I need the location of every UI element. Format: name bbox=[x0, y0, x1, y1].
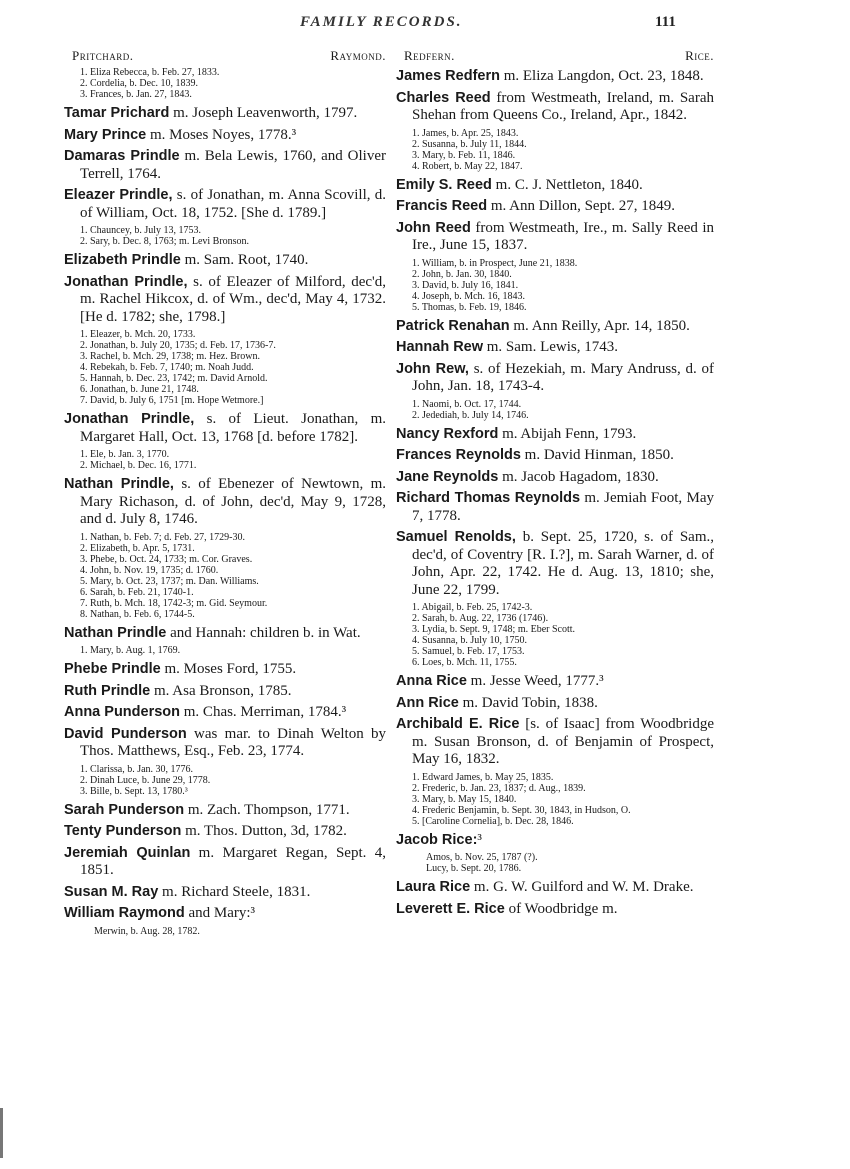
person-name: John Reed bbox=[396, 219, 471, 236]
person-name: Jane Reynolds bbox=[396, 468, 499, 485]
record-entry bbox=[64, 476, 386, 529]
record-text: m. C. J. Nettleton, 1840. bbox=[491, 176, 643, 193]
record-text: m. Jacob Hagadom, 1830. bbox=[498, 468, 659, 485]
record-text: m. Jemiah Foot, May 7, 1778. bbox=[412, 490, 714, 524]
person-name: Sarah Punderson bbox=[64, 801, 185, 818]
child-item: 3. Mary, b. Feb. 11, 1846. bbox=[412, 149, 516, 161]
record-entry bbox=[396, 879, 714, 897]
record-text: m. Ann Dillon, Sept. 27, 1849. bbox=[487, 198, 676, 214]
record-text: m. Margaret Regan, Sept. 4, 1851. bbox=[80, 844, 386, 878]
child-item: 2. Jonathan, b. July 20, 1735; d. Feb. 17, 1736-7. bbox=[80, 340, 276, 351]
children-list bbox=[396, 258, 714, 313]
binding-margin-mark bbox=[0, 1108, 3, 1158]
record-entry bbox=[396, 529, 714, 599]
children-list bbox=[396, 399, 714, 421]
child-item: 1. Clarissa, b. Jan. 30, 1776. bbox=[80, 763, 194, 775]
children-list bbox=[64, 449, 386, 471]
child-item: Merwin, b. Aug. 28, 1782. bbox=[94, 925, 200, 937]
person-name: Frances Reynolds bbox=[396, 447, 521, 463]
record-entry bbox=[64, 148, 386, 183]
column-header bbox=[72, 48, 386, 64]
column-head-left: Pritchard. bbox=[72, 48, 134, 63]
record-entry bbox=[396, 318, 714, 336]
page-number: 111 bbox=[655, 14, 676, 30]
record-entry bbox=[396, 901, 714, 919]
record-text: m. Zach. Thompson, 1771. bbox=[184, 801, 350, 818]
child-item: 4. Joseph, b. Mch. 16, 1843. bbox=[412, 290, 526, 302]
child-item: 3. Frances, b. Jan. 27, 1843. bbox=[80, 89, 192, 100]
record-text: and Hannah: children b. in Wat. bbox=[166, 624, 361, 641]
child-item: 4. Robert, b. May 22, 1847. bbox=[412, 160, 523, 172]
child-item: 2. John, b. Jan. 30, 1840. bbox=[412, 268, 512, 280]
record-entry bbox=[64, 274, 386, 327]
record-text: s. of Eleazer of Milford, dec'd, m. Rachel Hikcox, d. of Wm., dec'd, May 4, 1732. [He d. 1782; she, 1798.] bbox=[80, 273, 386, 325]
record-text: m. G. W. Guilford and W. M. Drake. bbox=[470, 879, 694, 895]
record-entry bbox=[396, 469, 714, 487]
child-item: 4. Susanna, b. July 10, 1750. bbox=[412, 635, 527, 646]
record-entry bbox=[396, 90, 714, 125]
person-name: Eleazer Prindle, bbox=[64, 187, 173, 203]
record-text: s. of Hezekiah, m. Mary Andruss, d. of John, Jan. 18, 1743-4. bbox=[412, 360, 714, 394]
left-column bbox=[64, 48, 386, 942]
person-name: Anna Rice bbox=[396, 673, 467, 689]
child-item: 2. Cordelia, b. Dec. 10, 1839. bbox=[80, 78, 199, 89]
child-item: 3. David, b. July 16, 1841. bbox=[412, 279, 519, 291]
right-column bbox=[396, 48, 714, 922]
person-name: Ruth Prindle bbox=[64, 682, 151, 699]
children-list bbox=[64, 645, 386, 656]
children-list bbox=[396, 602, 714, 668]
record-text: m. Jesse Weed, 1777.³ bbox=[466, 673, 604, 689]
person-name: Phebe Prindle bbox=[64, 661, 161, 677]
record-entry bbox=[64, 704, 386, 722]
child-item: 1. Abigail, b. Feb. 25, 1742-3. bbox=[412, 602, 533, 613]
record-entry bbox=[396, 361, 714, 396]
record-text: of Woodbridge m. bbox=[504, 900, 618, 917]
person-name: Susan M. Ray bbox=[64, 883, 159, 900]
record-entry bbox=[396, 426, 714, 444]
child-item: 6. Loes, b. Mch. 11, 1755. bbox=[412, 657, 517, 668]
person-name: Jonathan Prindle, bbox=[64, 411, 195, 427]
record-entry bbox=[64, 187, 386, 222]
record-text: from Westmeath, Ireland, m. Sarah Shehan from Queens Co., Ireland, Apr., 1842. bbox=[412, 89, 714, 123]
record-text: m. Ann Reilly, Apr. 14, 1850. bbox=[509, 317, 690, 334]
record-entry bbox=[64, 905, 386, 923]
child-item: 2. Dinah Luce, b. June 29, 1778. bbox=[80, 774, 211, 786]
children-list bbox=[64, 532, 386, 620]
record-text: b. Sept. 25, 1720, s. of Sam., dec'd, of Coventry [R. I.?], m. Sarah Warner, d. of John, Apr. 22, 1742. He d. Aug. 13, 1810; she, June 22, 1799. bbox=[412, 529, 714, 598]
child-item: 5. Thomas, b. Feb. 19, 1846. bbox=[412, 301, 527, 313]
record-entry bbox=[64, 411, 386, 446]
record-entry bbox=[64, 252, 386, 270]
person-name: Jacob Rice: bbox=[396, 831, 478, 848]
child-item: 7. Ruth, b. Mch. 18, 1742-3; m. Gid. Seymour. bbox=[80, 597, 268, 609]
child-item: 1. Nathan, b. Feb. 7; d. Feb. 27, 1729-30. bbox=[80, 531, 245, 543]
child-item: 6. Jonathan, b. June 21, 1748. bbox=[80, 384, 199, 395]
person-name: Laura Rice bbox=[396, 879, 471, 895]
record-entry bbox=[64, 884, 386, 902]
child-item: 4. Rebekah, b. Feb. 7, 1740; m. Noah Judd. bbox=[80, 362, 254, 373]
person-name: Nathan Prindle bbox=[64, 624, 167, 641]
person-name: Jeremiah Quinlan bbox=[64, 844, 191, 861]
column-head-right: Raymond. bbox=[330, 48, 386, 63]
child-item: 5. Samuel, b. Feb. 17, 1753. bbox=[412, 646, 525, 657]
record-text: ³ bbox=[477, 831, 482, 848]
person-name: John Rew, bbox=[396, 360, 469, 377]
record-entry bbox=[396, 832, 714, 850]
record-text: m. Bela Lewis, 1760, and Oliver Terrell, 1764. bbox=[80, 148, 386, 182]
child-item: 1. William, b. in Prospect, June 21, 1838. bbox=[412, 257, 578, 269]
child-item: 1. Naomi, b. Oct. 17, 1744. bbox=[412, 398, 522, 410]
record-text: [s. of Isaac] from Woodbridge m. Susan Bronson, d. of Benjamin of Prospect, May 16, 1832. bbox=[412, 716, 714, 767]
child-item: Lucy, b. Sept. 20, 1786. bbox=[426, 863, 522, 874]
person-name: Damaras Prindle bbox=[64, 148, 180, 164]
record-entry bbox=[64, 625, 386, 643]
child-item: 4. Frederic Benjamin, b. Sept. 30, 1843, in Hudson, O. bbox=[412, 804, 631, 816]
person-name: Archibald E. Rice bbox=[396, 716, 520, 732]
child-item: 7. David, b. July 6, 1751 [m. Hope Wetmore.] bbox=[80, 395, 264, 406]
child-item: 4. John, b. Nov. 19, 1735; d. 1760. bbox=[80, 564, 219, 576]
record-text: m. Abijah Fenn, 1793. bbox=[498, 425, 637, 442]
record-entry bbox=[396, 220, 714, 255]
person-name: James Redfern bbox=[396, 68, 500, 84]
record-text: m. Asa Bronson, 1785. bbox=[150, 682, 292, 699]
person-name: Richard Thomas Reynolds bbox=[396, 490, 581, 506]
child-item: 1. Chauncey, b. July 13, 1753. bbox=[80, 225, 202, 236]
record-text: m. Thos. Dutton, 3d, 1782. bbox=[181, 823, 347, 839]
child-item: 5. Mary, b. Oct. 23, 1737; m. Dan. Williams. bbox=[80, 575, 259, 587]
person-name: David Punderson bbox=[64, 725, 187, 742]
record-text: m. Sam. Root, 1740. bbox=[180, 252, 309, 268]
person-name: Jonathan Prindle, bbox=[64, 273, 188, 290]
child-item: 3. Rachel, b. Mch. 29, 1738; m. Hez. Brown. bbox=[80, 351, 260, 362]
person-name: Nancy Rexford bbox=[396, 425, 499, 442]
person-name: Emily S. Reed bbox=[396, 176, 492, 193]
child-item: 8. Nathan, b. Feb. 6, 1744-5. bbox=[80, 608, 195, 620]
child-item: 3. Phebe, b. Oct. 24, 1733; m. Cor. Graves. bbox=[80, 553, 253, 565]
child-item: 3. Bille, b. Sept. 13, 1780.³ bbox=[80, 785, 188, 797]
record-entry bbox=[64, 661, 386, 679]
person-name: Tamar Prichard bbox=[64, 105, 170, 121]
child-item: 2. Sarah, b. Aug. 22, 1736 (1746). bbox=[412, 613, 549, 624]
record-text: m. Sam. Lewis, 1743. bbox=[483, 339, 619, 355]
record-text: s. of Ebenezer of Newtown, m. Mary Richason, d. of John, dec'd, May 9, 1728, and d. July 8, 1746. bbox=[80, 476, 386, 527]
child-item: Amos, b. Nov. 25, 1787 (?). bbox=[426, 852, 538, 863]
running-head: FAMILY RECORDS. bbox=[300, 14, 463, 30]
record-text: m. David Hinman, 1850. bbox=[520, 447, 674, 463]
person-name: Samuel Renolds, bbox=[396, 529, 516, 545]
record-entry bbox=[64, 726, 386, 761]
child-item: 1. Edward James, b. May 25, 1835. bbox=[412, 771, 554, 783]
record-text: m. Moses Noyes, 1778.³ bbox=[146, 126, 297, 143]
record-entry bbox=[64, 823, 386, 841]
child-item: 1. Mary, b. Aug. 1, 1769. bbox=[80, 645, 181, 656]
child-item: 2. Michael, b. Dec. 16, 1771. bbox=[80, 460, 197, 471]
column-head-right: Rice. bbox=[685, 48, 714, 63]
child-item: 2. Elizabeth, b. Apr. 5, 1731. bbox=[80, 542, 195, 554]
person-name: Anna Punderson bbox=[64, 704, 181, 720]
person-name: William Raymond bbox=[64, 905, 185, 921]
child-item: 1. James, b. Apr. 25, 1843. bbox=[412, 127, 519, 139]
child-item: 5. [Caroline Cornelia], b. Dec. 28, 1846. bbox=[412, 815, 574, 827]
record-text: and Mary:³ bbox=[184, 905, 256, 921]
child-item: 1. Eleazer, b. Mch. 20, 1733. bbox=[80, 329, 196, 340]
record-text: m. Joseph Leavenworth, 1797. bbox=[169, 105, 358, 121]
children-list bbox=[396, 128, 714, 172]
record-entry bbox=[396, 339, 714, 357]
record-entry bbox=[396, 198, 714, 216]
person-name: Patrick Renahan bbox=[396, 317, 510, 334]
record-entry bbox=[396, 177, 714, 195]
child-item: 2. Susanna, b. July 11, 1844. bbox=[412, 138, 527, 150]
record-text: m. David Tobin, 1838. bbox=[458, 694, 598, 711]
record-text: s. of Lieut. Jonathan, m. Margaret Hall, Oct. 13, 1768 [d. before 1782]. bbox=[80, 411, 386, 445]
person-name: Nathan Prindle, bbox=[64, 476, 174, 492]
record-text: from Westmeath, Ire., m. Sally Reed in Ire., June 15, 1837. bbox=[412, 219, 715, 253]
record-text: was mar. to Dinah Welton by Thos. Matthews, Esq., Feb. 23, 1774. bbox=[80, 725, 387, 759]
record-entry bbox=[64, 127, 386, 145]
record-entry bbox=[64, 105, 386, 123]
children-list bbox=[64, 926, 386, 937]
column-header bbox=[404, 48, 714, 64]
children-list bbox=[396, 852, 714, 874]
record-entry bbox=[396, 673, 714, 691]
record-text: m. Chas. Merriman, 1784.³ bbox=[180, 704, 347, 720]
record-entry bbox=[396, 695, 714, 713]
child-item: 3. Mary, b. May 15, 1840. bbox=[412, 793, 517, 805]
person-name: Elizabeth Prindle bbox=[64, 252, 181, 268]
column-head-left: Redfern. bbox=[404, 48, 455, 63]
record-text: m. Richard Steele, 1831. bbox=[158, 883, 311, 900]
child-item: 1. Eliza Rebecca, b. Feb. 27, 1833. bbox=[80, 67, 220, 78]
child-item: 5. Hannah, b. Dec. 23, 1742; m. David Arnold. bbox=[80, 373, 268, 384]
record-entry bbox=[396, 716, 714, 769]
child-item: 2. Sary, b. Dec. 8, 1763; m. Levi Bronson. bbox=[80, 236, 250, 247]
child-item: 3. Lydia, b. Sept. 9, 1748; m. Eber Scott. bbox=[412, 624, 576, 635]
person-name: Tenty Punderson bbox=[64, 823, 182, 839]
person-name: Charles Reed bbox=[396, 89, 491, 106]
person-name: Francis Reed bbox=[396, 198, 488, 214]
children-list bbox=[64, 329, 386, 406]
record-entry bbox=[64, 802, 386, 820]
children-list bbox=[396, 772, 714, 827]
person-name: Hannah Rew bbox=[396, 339, 484, 355]
person-name: Leverett E. Rice bbox=[396, 900, 505, 917]
person-name: Mary Prince bbox=[64, 126, 147, 143]
child-item: 1. Ele, b. Jan. 3, 1770. bbox=[80, 449, 170, 460]
record-text: s. of Jonathan, m. Anna Scovill, d. of William, Oct. 18, 1752. [She d. 1789.] bbox=[80, 187, 386, 221]
record-text: m. Moses Ford, 1755. bbox=[160, 661, 297, 677]
record-entry bbox=[396, 447, 714, 465]
record-entry bbox=[396, 68, 714, 86]
child-item: 2. Jedediah, b. July 14, 1746. bbox=[412, 409, 529, 421]
children-list bbox=[64, 67, 386, 100]
record-entry bbox=[64, 683, 386, 701]
child-item: 6. Sarah, b. Feb. 21, 1740-1. bbox=[80, 586, 194, 598]
record-entry bbox=[396, 490, 714, 525]
children-list bbox=[64, 225, 386, 247]
children-list bbox=[64, 764, 386, 797]
record-entry bbox=[64, 845, 386, 880]
record-text: m. Eliza Langdon, Oct. 23, 1848. bbox=[499, 68, 704, 84]
person-name: Ann Rice bbox=[396, 694, 459, 711]
child-item: 2. Frederic, b. Jan. 23, 1837; d. Aug., 1839. bbox=[412, 782, 586, 794]
